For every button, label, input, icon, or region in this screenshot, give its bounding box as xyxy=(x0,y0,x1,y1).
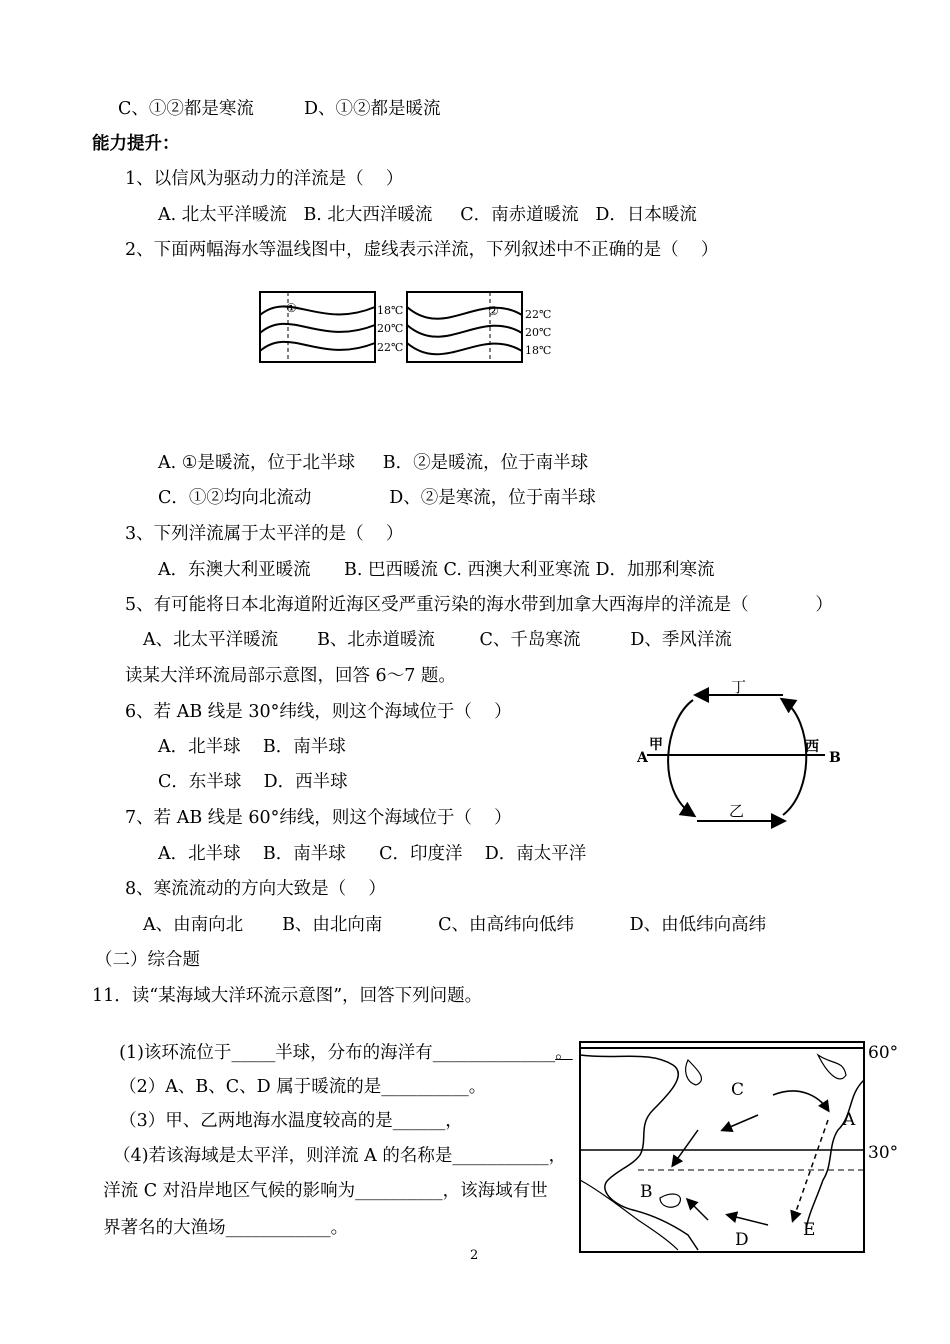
question-8: 8、寒流流动的方向大致是（ ） xyxy=(125,879,386,899)
gyre-diagram xyxy=(635,675,850,835)
question-3: 3、下列洋流属于太平洋的是（ ） xyxy=(125,524,404,544)
gyre-arc-right xyxy=(783,700,806,815)
left-label-1: 18℃ xyxy=(377,304,404,317)
marker-1: ① xyxy=(286,301,297,315)
label-jia: 甲 xyxy=(649,737,663,753)
map-frame xyxy=(580,1042,864,1252)
question-11-part-1: (1)该环流位于_____半球，分布的海洋有______________。 xyxy=(119,1043,573,1063)
label-xi: 西 xyxy=(805,739,819,755)
label-yi: 乙 xyxy=(729,802,745,820)
island-3 xyxy=(660,1194,680,1207)
question-11-part-5: 洋流 C 对沿岸地区气候的影响为__________，该海域有世 xyxy=(103,1181,548,1201)
question-11-part-3: （3）甲、乙两地海水温度较高的是______， xyxy=(119,1111,463,1131)
blank-climate-effect[interactable]: __________ xyxy=(355,1181,443,1201)
map-label-a: A xyxy=(843,1110,856,1130)
island-1 xyxy=(686,1060,702,1085)
isotherm-left-2 xyxy=(260,324,375,333)
ocean-current-map xyxy=(578,1040,908,1255)
question-5: 5、有可能将日本北海道附近海区受严重污染的海水带到加拿大西海岸的洋流是（ ） xyxy=(125,595,833,615)
map-label-d: D xyxy=(735,1230,749,1250)
arrow-a xyxy=(773,1091,828,1110)
question-2: 2、下面两幅海水等温线图中，虚线表示洋流，下列叙述中不正确的是（ ） xyxy=(125,240,719,260)
isotherm-left-3 xyxy=(260,342,375,351)
blank-hemisphere[interactable]: _____ xyxy=(231,1043,276,1063)
isotherm-left-frame xyxy=(260,292,375,362)
arrow-d xyxy=(728,1215,768,1225)
question-1-options: A. 北太平洋暖流 B. 北大西洋暖流 C．南赤道暖流 D．日本暖流 xyxy=(158,205,697,225)
page-number: 2 xyxy=(470,1248,479,1263)
arrow-c-down xyxy=(673,1130,698,1165)
isotherm-left-1 xyxy=(260,306,375,315)
map-label-c: C xyxy=(731,1080,745,1100)
lat-60-label: 60° xyxy=(868,1043,899,1063)
section-ability: 能力提升： xyxy=(92,134,180,154)
right-label-3: 18℃ xyxy=(525,344,552,357)
question-2-options-cd: C．①②均向北流动 D、②是寒流，位于南半球 xyxy=(158,488,596,508)
label-a: A xyxy=(637,750,648,766)
right-label-1: 22℃ xyxy=(525,308,552,321)
label-ding: 丁 xyxy=(731,678,747,696)
west-coastline-2 xyxy=(580,1180,678,1250)
question-7-options: A．北半球 B．南半球 C．印度洋 D．南太平洋 xyxy=(158,844,587,864)
arrow-b-up xyxy=(688,1200,708,1220)
isotherm-diagram xyxy=(255,285,565,370)
label-b: B xyxy=(829,750,841,766)
question-8-options: A、由南向北 B、由北向南 C、由高纬向低纬 D、由低纬向高纬 xyxy=(143,915,767,935)
blank-higher-temp[interactable]: ______ xyxy=(392,1111,446,1131)
isotherm-right-1 xyxy=(407,307,522,319)
reading-prompt: 读某大洋环流局部示意图，回答 6～7 题。 xyxy=(125,666,456,686)
blank-current-a-name[interactable]: ___________ xyxy=(452,1146,549,1166)
question-7: 7、若 AB 线是 60°纬线，则这个海域位于（ ） xyxy=(125,808,512,828)
question-6-options-ab: A．北半球 B．南半球 xyxy=(158,737,346,757)
right-label-2: 20℃ xyxy=(525,326,552,339)
question-11-part-2: （2）A、B、C、D 属于暖流的是__________。 xyxy=(119,1077,487,1097)
blank-fishery[interactable]: ____________ xyxy=(225,1218,331,1238)
island-2 xyxy=(818,1055,846,1079)
blank-ocean[interactable]: ______________ xyxy=(432,1043,556,1063)
east-coastline xyxy=(806,1080,864,1230)
isotherm-right-2 xyxy=(407,325,522,337)
question-3-options: A．东澳大利亚暖流 B. 巴西暖流 C. 西澳大利亚寒流 D．加那利寒流 xyxy=(158,560,715,580)
q-previous-options-cd: C、①②都是寒流 D、①②都是暖流 xyxy=(118,99,441,119)
map-label-e: E xyxy=(803,1220,816,1240)
gyre-arc-left xyxy=(668,700,693,815)
question-6-options-cd: C．东半球 D．西半球 xyxy=(158,772,348,792)
isotherm-right-3 xyxy=(407,343,522,354)
question-11: 11．读“某海域大洋环流示意图”，回答下列问题。 xyxy=(92,986,483,1006)
section-comprehensive: （二）综合题 xyxy=(95,950,200,970)
marker-2: ② xyxy=(488,304,499,318)
blank-warm-currents[interactable]: __________ xyxy=(381,1077,469,1097)
left-label-3: 22℃ xyxy=(377,341,404,354)
question-1: 1、以信风为驱动力的洋流是（ ） xyxy=(125,169,404,189)
question-2-options-ab: A. ①是暖流，位于北半球 B．②是暖流，位于南半球 xyxy=(158,453,589,473)
question-6: 6、若 AB 线是 30°纬线，则这个海域位于（ ） xyxy=(125,702,512,722)
lat-30-label: 30° xyxy=(868,1143,899,1163)
question-11-part-6: 界著名的大渔场____________。 xyxy=(103,1218,349,1238)
arrow-west-1 xyxy=(723,1115,758,1130)
map-label-b: B xyxy=(640,1182,653,1202)
left-label-2: 20℃ xyxy=(377,322,404,335)
question-11-part-4: （4)若该海域是太平洋，则洋流 A 的名称是___________， xyxy=(113,1146,567,1166)
question-5-options: A、北太平洋暖流 B、北赤道暖流 C、千岛寒流 D、季风洋流 xyxy=(143,630,732,650)
